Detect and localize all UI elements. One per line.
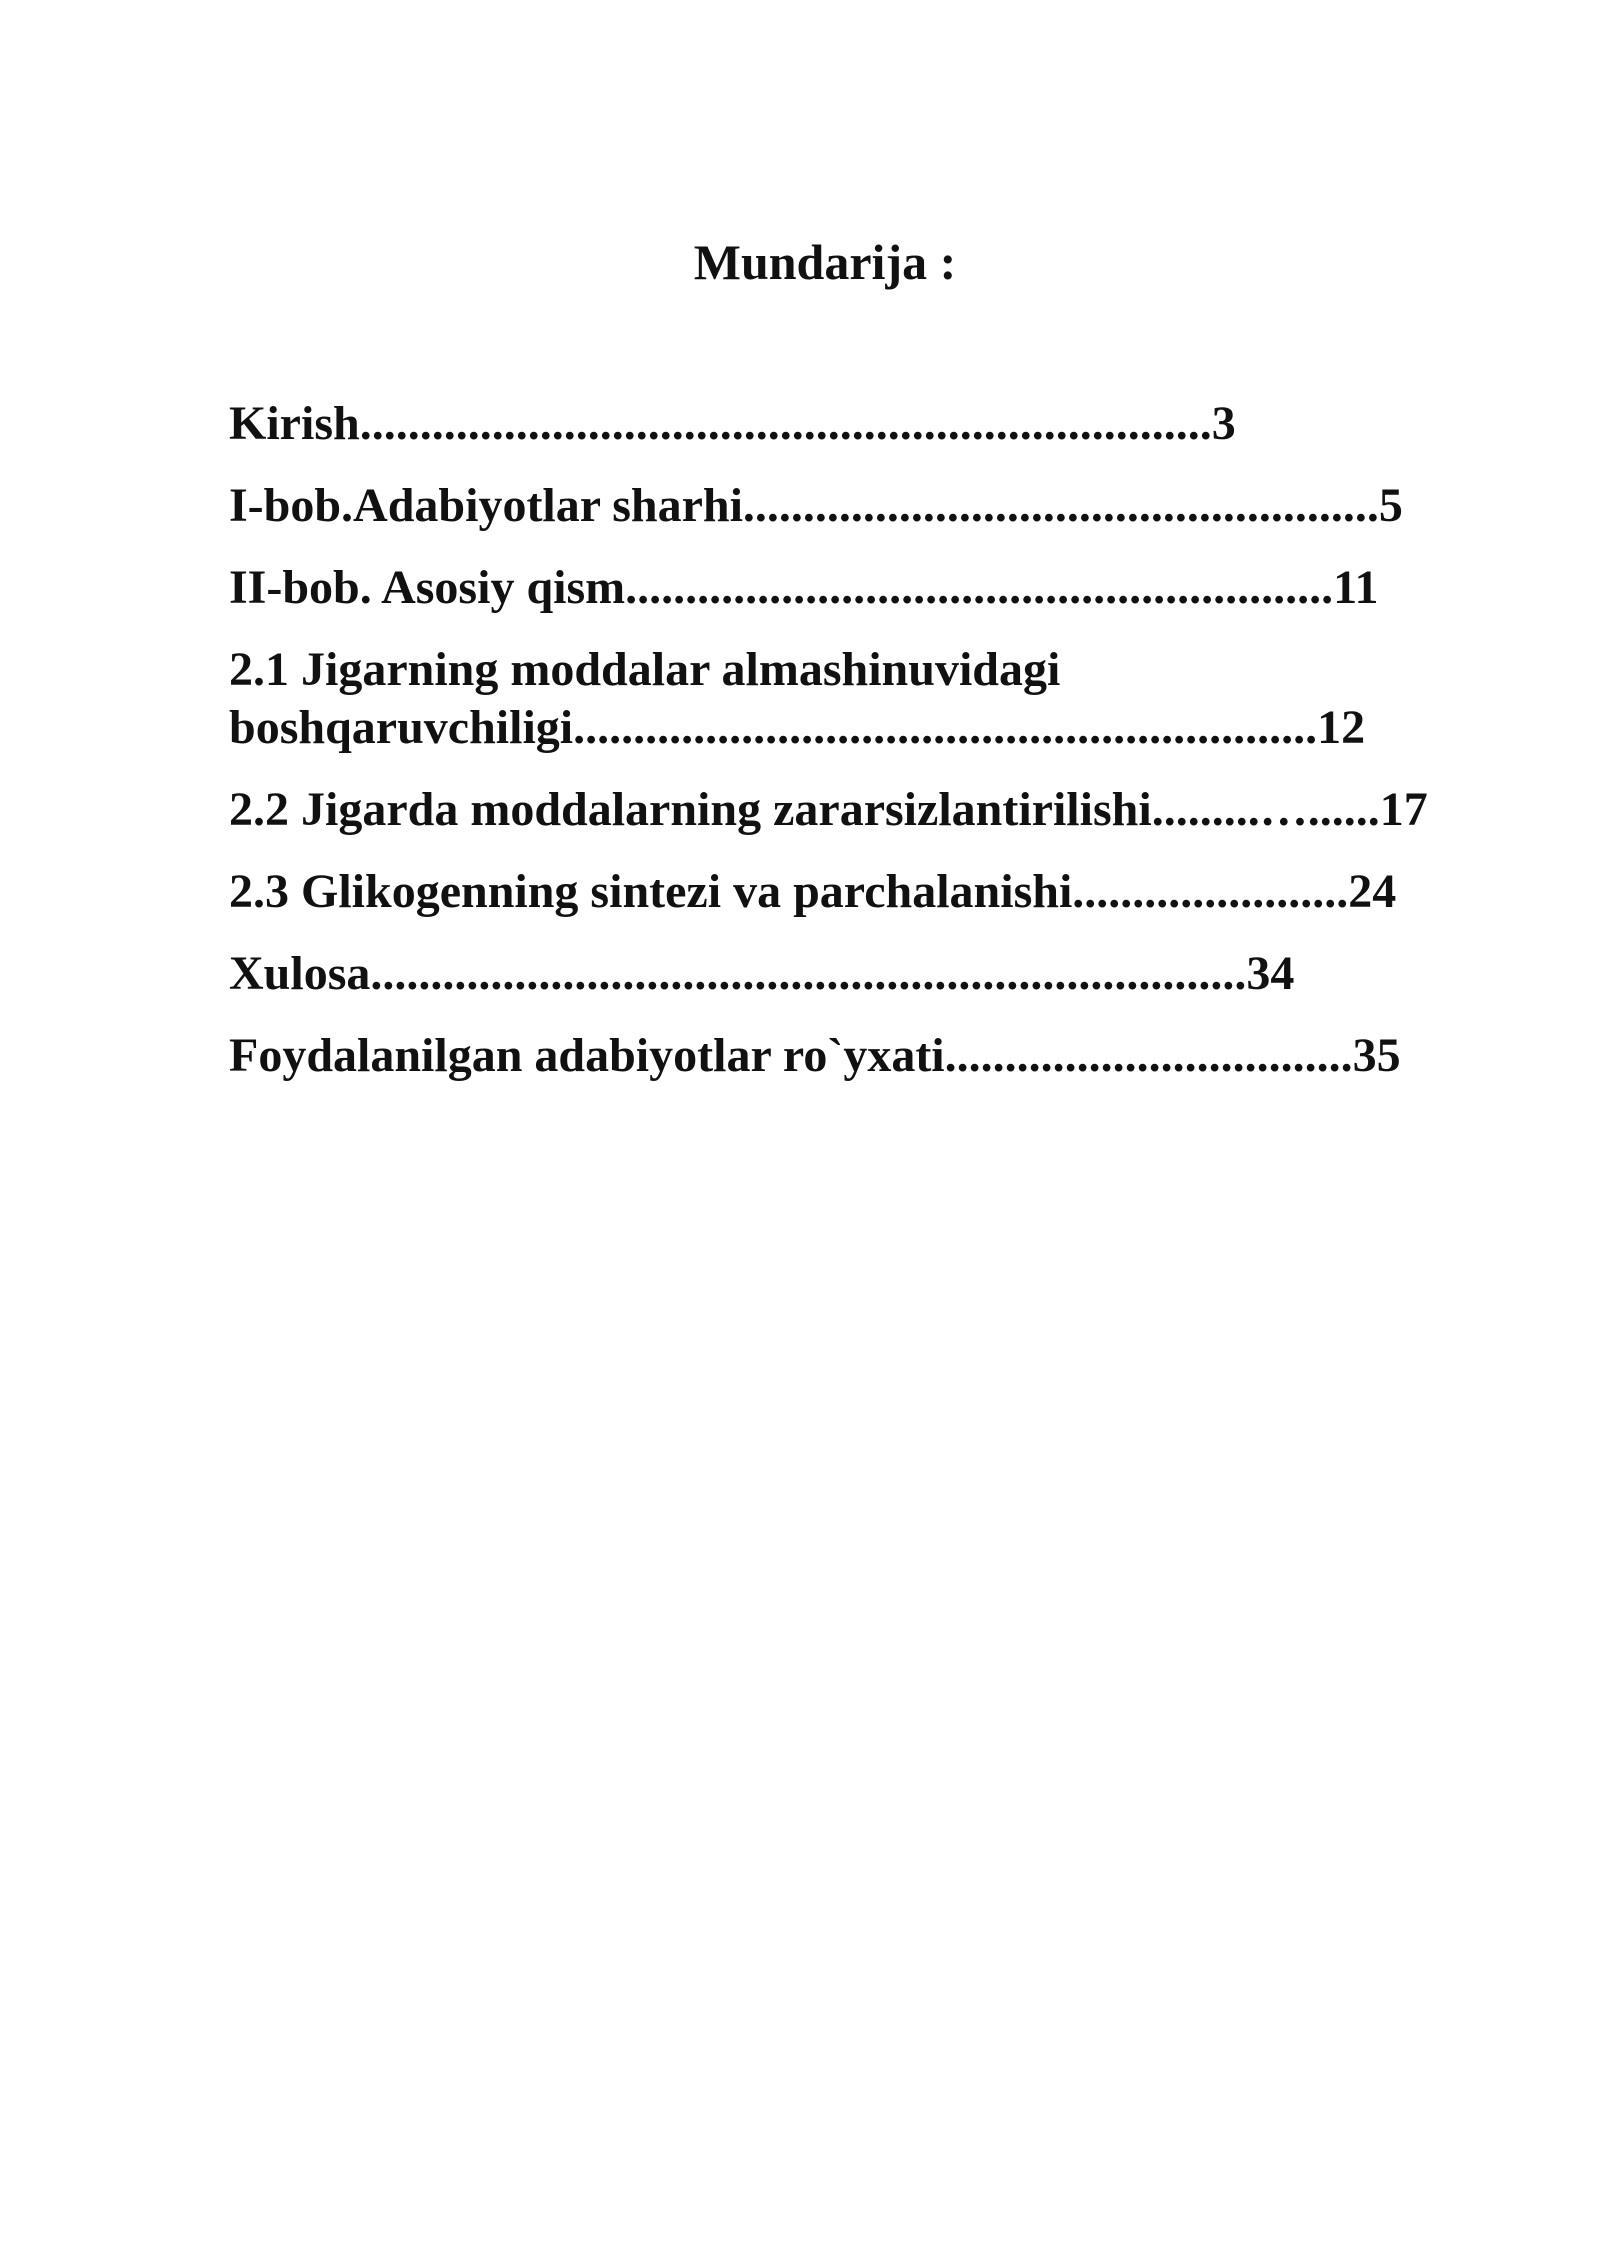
toc-entry-section-2-1 bbox=[229, 641, 1449, 757]
toc-line: II-bob. Asosiy qism...........................................................11 bbox=[229, 561, 1379, 614]
table-of-contents bbox=[229, 395, 1449, 1109]
toc-entry-section-2-2 bbox=[229, 781, 1449, 839]
toc-line: 2.3 Glikogenning sintezi va parchalanishi.......................24 bbox=[229, 865, 1397, 918]
toc-line: I-bob.Adabiyotlar sharhi.....................................................5 bbox=[229, 479, 1403, 532]
toc-entry-kirish bbox=[229, 395, 1449, 453]
toc-line: 2.1 Jigarning moddalar almashinuvidagi bbox=[229, 643, 1061, 696]
toc-entry-chapter-2 bbox=[229, 559, 1449, 617]
toc-entry-section-2-3 bbox=[229, 863, 1449, 921]
toc-line: Xulosa.........................................................................34 bbox=[229, 947, 1295, 1000]
toc-entry-xulosa bbox=[229, 945, 1449, 1003]
toc-entry-references bbox=[229, 1027, 1449, 1085]
toc-line: boshqaruvchiligi..............................................................12 bbox=[229, 701, 1366, 754]
toc-line: Kirish.......................................................................3 bbox=[229, 397, 1236, 450]
page-title: Mundarija : bbox=[693, 234, 957, 290]
toc-line: 2.2 Jigarda moddalarning zararsizlantirilishi.........…......17 bbox=[229, 783, 1428, 836]
toc-line: Foydalanilgan adabiyotlar ro`yxati..................................35 bbox=[229, 1029, 1401, 1082]
toc-entry-chapter-1 bbox=[229, 477, 1449, 535]
